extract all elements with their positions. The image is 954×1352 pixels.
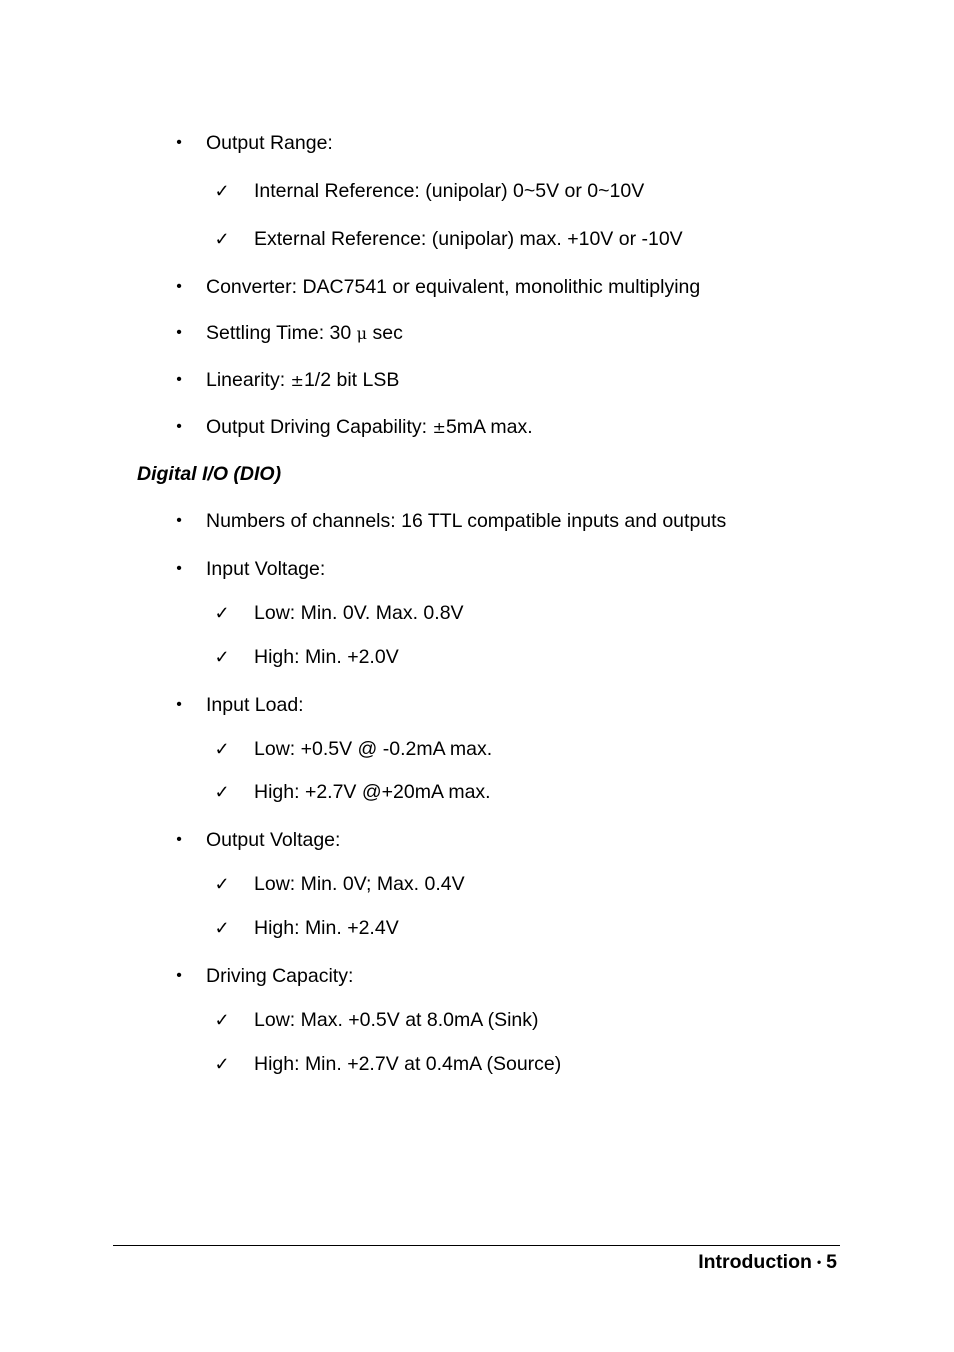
bullet-icon: • (176, 560, 182, 577)
item-text: Internal Reference: (unipolar) 0~5V or 0~10V (254, 180, 645, 202)
item-text: Input Voltage: (206, 558, 326, 580)
checkmark-icon: ✓ (214, 739, 230, 759)
text-segment: Output Driving Capability: (206, 416, 433, 438)
bullet-icon: • (176, 512, 182, 529)
item-text: High: +2.7V @+20mA max. (254, 781, 491, 803)
item-text: Low: Min. 0V. Max. 0.8V (254, 602, 464, 624)
text-segment: 1/2 bit LSB (303, 369, 400, 391)
item-text: Numbers of channels: 16 TTL compatible inputs and outputs (206, 510, 727, 532)
symbol-glyph: ± (290, 371, 304, 390)
checkmark-icon: ✓ (214, 603, 230, 623)
text-segment: sec (367, 322, 403, 344)
bullet-icon: • (176, 967, 182, 984)
page-number: 5 (826, 1251, 837, 1273)
item-text (206, 368, 399, 393)
footer-rule (113, 1245, 840, 1246)
symbol-glyph: ± (432, 418, 446, 437)
bullet-icon: • (176, 696, 182, 713)
item-text: Low: +0.5V @ -0.2mA max. (254, 738, 493, 760)
item-text: Output Range: (206, 132, 333, 154)
checkmark-icon: ✓ (214, 782, 230, 802)
page-footer (698, 1250, 837, 1274)
footer-separator: • (816, 1255, 822, 1269)
bullet-icon: • (176, 831, 182, 848)
checkmark-icon: ✓ (214, 647, 230, 667)
text-segment: 5mA max. (445, 416, 533, 438)
checkmark-icon: ✓ (214, 1010, 230, 1030)
checkmark-icon: ✓ (214, 874, 230, 894)
checkmark-icon: ✓ (214, 918, 230, 938)
item-text: Output Voltage: (206, 829, 341, 851)
item-text: High: Min. +2.0V (254, 646, 399, 668)
text-segment: Linearity: (206, 369, 291, 391)
bullet-icon: • (176, 324, 182, 341)
item-text: Input Load: (206, 694, 304, 716)
item-text: Converter: DAC7541 or equivalent, monolithic multiplying (206, 276, 701, 298)
item-text: Driving Capacity: (206, 965, 354, 987)
bullet-icon: • (176, 371, 182, 388)
item-text (206, 321, 403, 346)
item-text: High: Min. +2.7V at 0.4mA (Source) (254, 1053, 562, 1075)
section-heading: Digital I/O (DIO) (137, 463, 282, 485)
symbol-glyph: μ (356, 324, 368, 343)
item-text: Low: Max. +0.5V at 8.0mA (Sink) (254, 1009, 539, 1031)
bullet-icon: • (176, 278, 182, 295)
text-segment: Settling Time: 30 (206, 322, 357, 344)
checkmark-icon: ✓ (214, 229, 230, 249)
item-text: Low: Min. 0V; Max. 0.4V (254, 873, 465, 895)
bullet-icon: • (176, 134, 182, 151)
item-text: High: Min. +2.4V (254, 917, 399, 939)
item-text (206, 415, 533, 440)
item-text: External Reference: (unipolar) max. +10V or -10V (254, 228, 683, 250)
checkmark-icon: ✓ (214, 181, 230, 201)
bullet-icon: • (176, 418, 182, 435)
checkmark-icon: ✓ (214, 1054, 230, 1074)
footer-section: Introduction (698, 1251, 812, 1273)
